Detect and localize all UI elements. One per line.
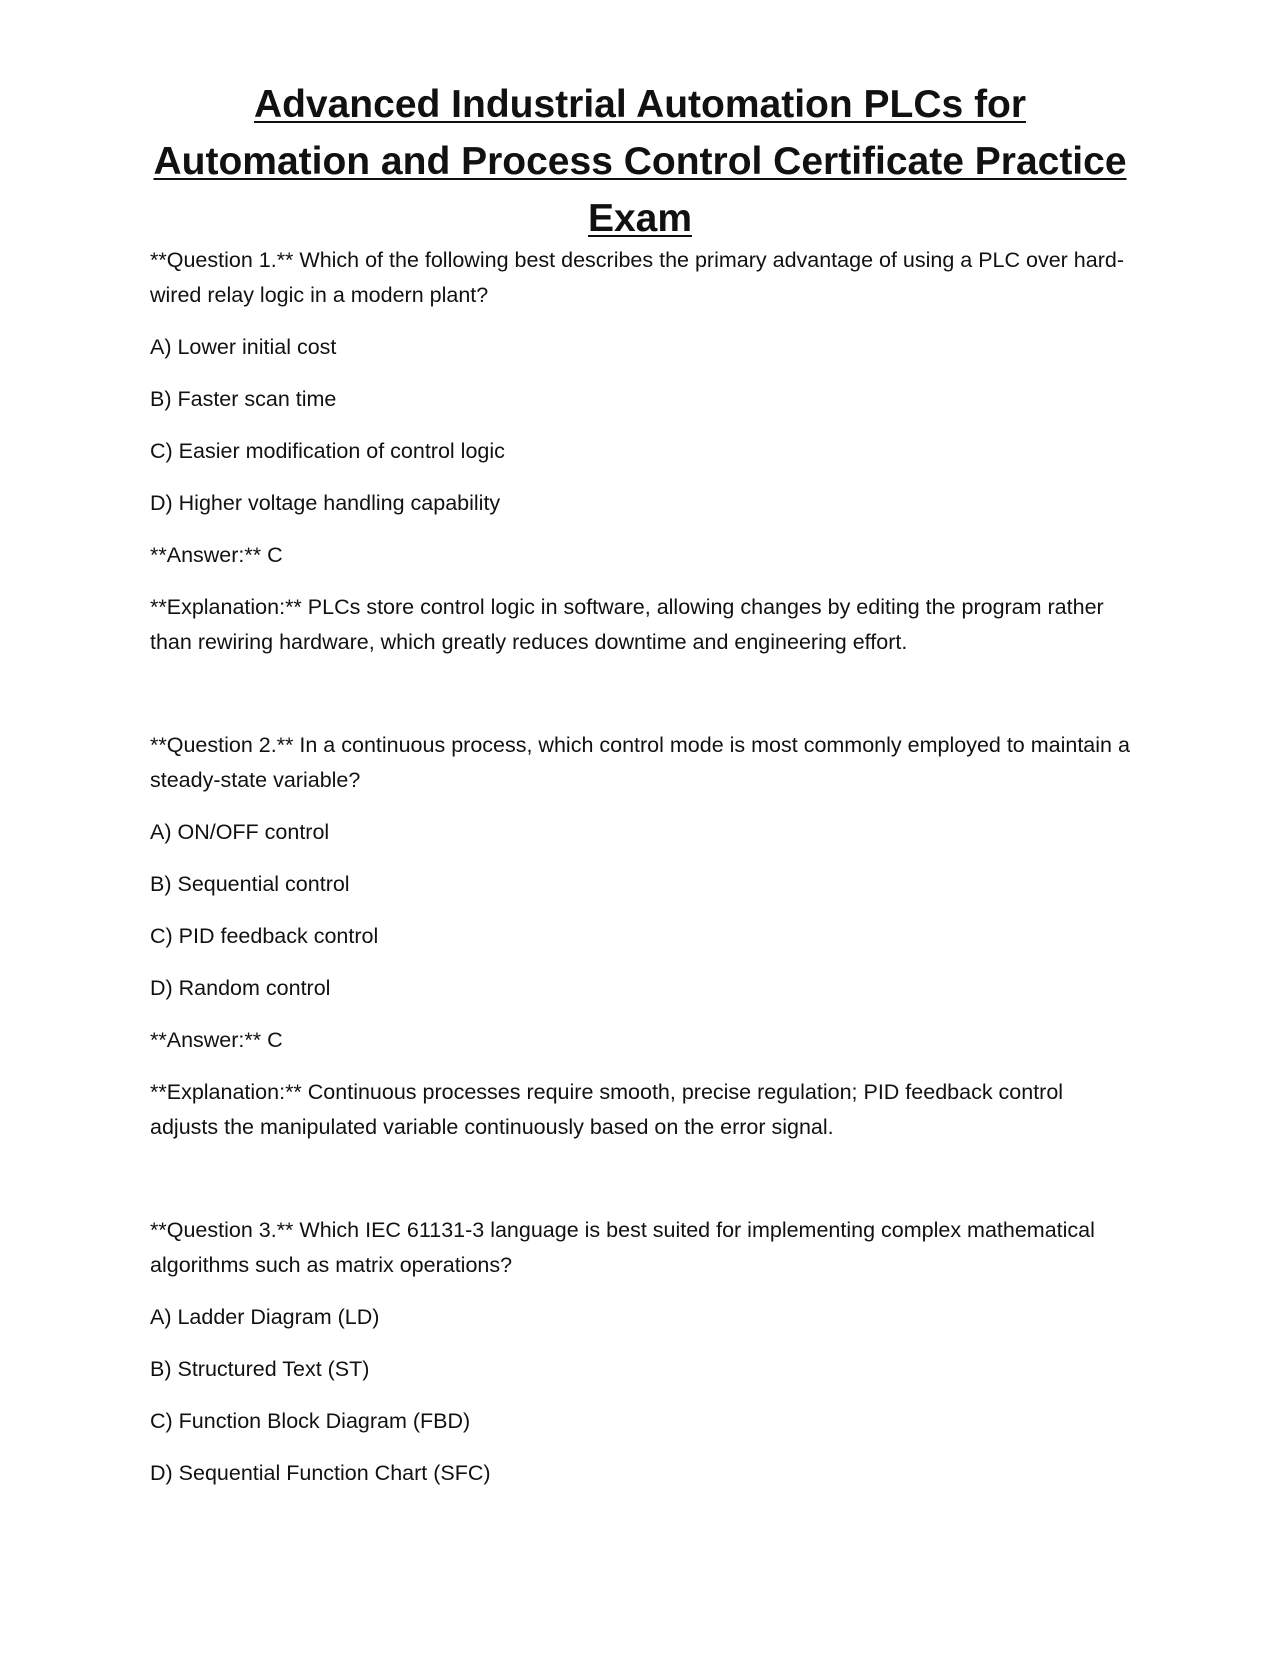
option-b: B) Faster scan time xyxy=(150,387,337,411)
option-d: D) Random control xyxy=(150,976,331,1000)
question-block-1 xyxy=(150,243,1135,660)
explanation-text: **Explanation:** Continuous processes require smooth, precise regulation; PID feedback control adjusts the manipulated variable continuously based on the error signal. xyxy=(150,1080,1064,1139)
explanation-text: **Explanation:** PLCs store control logic in software, allowing changes by editing the program rather than rewiring hardware, which greatly reduces downtime and engineering effort. xyxy=(150,595,1104,654)
option-d: D) Higher voltage handling capability xyxy=(150,491,501,515)
option-b: B) Sequential control xyxy=(150,872,350,896)
option-a: A) ON/OFF control xyxy=(150,820,330,844)
question-text: **Question 2.** In a continuous process, which control mode is most commonly employed to maintain a steady-state variable? xyxy=(150,733,1130,792)
option-b: B) Structured Text (ST) xyxy=(150,1357,370,1381)
option-a: A) Ladder Diagram (LD) xyxy=(150,1305,380,1329)
document-content xyxy=(150,243,1135,1508)
question-block-2 xyxy=(150,728,1135,1145)
question-block-3 xyxy=(150,1213,1135,1491)
question-text: **Question 3.** Which IEC 61131-3 language is best suited for implementing complex mathematical algorithms such as matrix operations? xyxy=(150,1218,1095,1277)
option-c: C) PID feedback control xyxy=(150,924,379,948)
option-a: A) Lower initial cost xyxy=(150,335,337,359)
option-c: C) Function Block Diagram (FBD) xyxy=(150,1409,471,1433)
document-title: Advanced Industrial Automation PLCs for Automation and Process Control Certificate Practice Exam xyxy=(153,83,1127,240)
question-text: **Question 1.** Which of the following best describes the primary advantage of using a PLC over hard-wired relay logic in a modern plant? xyxy=(150,248,1124,307)
option-c: C) Easier modification of control logic xyxy=(150,439,505,463)
answer-text: **Answer:** C xyxy=(150,543,283,567)
option-d: D) Sequential Function Chart (SFC) xyxy=(150,1461,491,1485)
answer-text: **Answer:** C xyxy=(150,1028,283,1052)
